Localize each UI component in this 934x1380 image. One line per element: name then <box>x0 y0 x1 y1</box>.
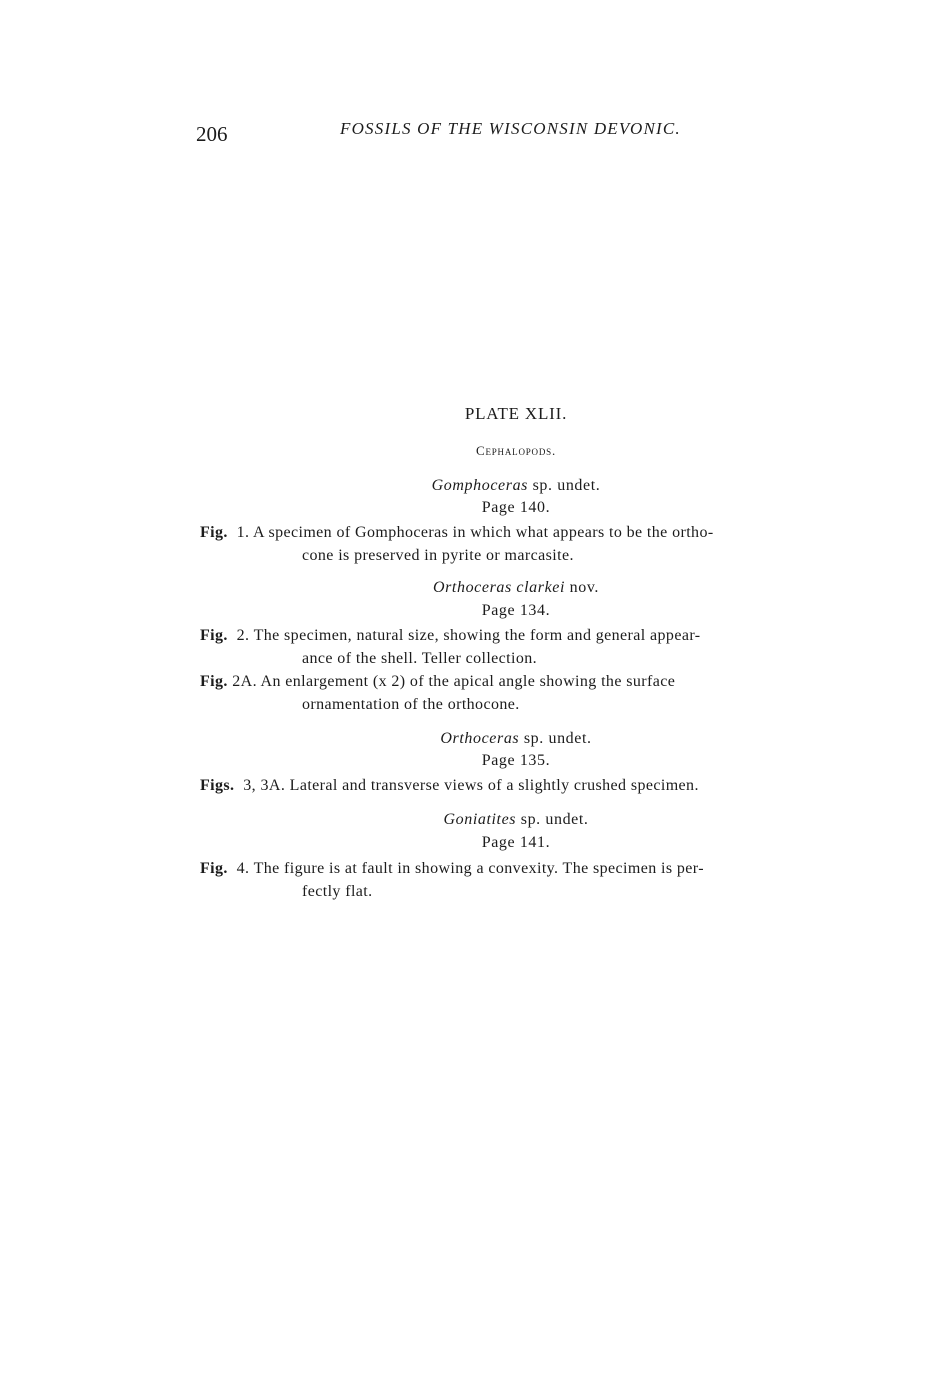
plate-title: PLATE XLII. <box>464 404 568 423</box>
species-heading <box>300 579 732 597</box>
species-suffix: sp. undet. <box>528 477 601 494</box>
figure-label: Fig. <box>200 627 228 644</box>
species-heading <box>300 477 732 495</box>
page-reference: Page 141. <box>481 834 551 851</box>
species-suffix: nov. <box>565 579 600 596</box>
running-title: FOSSILS OF THE WISCONSIN DEVONIC. <box>340 119 681 138</box>
figure-text-line1: A specimen of Gomphoceras in which what appears to be the ortho- <box>252 524 714 541</box>
figure-caption <box>200 624 850 670</box>
species-name: Orthoceras clarkei <box>432 579 566 596</box>
figure-text-line2: fectly flat. <box>302 883 373 900</box>
species-name: Goniatites <box>443 811 517 828</box>
page-number: 206 <box>196 122 228 146</box>
figure-text-line1: The specimen, natural size, showing the form and general appear- <box>253 627 701 644</box>
species-suffix: sp. undet. <box>516 811 589 828</box>
page-reference: Page 140. <box>481 499 551 516</box>
figure-number: 3, 3A. <box>243 777 286 794</box>
species-name: Orthoceras <box>440 730 520 747</box>
figure-caption <box>200 670 850 716</box>
figure-label: Fig. <box>200 524 228 541</box>
figure-number: 2. <box>236 627 250 644</box>
figure-text-line1: An enlargement (x 2) of the apical angle showing the surface <box>260 673 676 690</box>
species-heading <box>300 730 732 748</box>
figure-label: Fig. <box>200 673 228 690</box>
figure-text-line2: ance of the shell. Teller collection. <box>302 650 538 667</box>
figure-text-line2: cone is preserved in pyrite or marcasite. <box>302 547 574 564</box>
figure-label: Figs. <box>200 777 235 794</box>
figure-label: Fig. <box>200 860 228 877</box>
page-reference: Page 135. <box>481 752 551 769</box>
figure-caption <box>200 774 850 797</box>
species-suffix: sp. undet. <box>519 730 592 747</box>
figure-number: 4. <box>236 860 250 877</box>
page-reference: Page 134. <box>481 602 551 619</box>
figure-text-line2: ornamentation of the orthocone. <box>302 696 520 713</box>
species-name: Gomphoceras <box>431 477 528 494</box>
figure-caption <box>200 521 850 567</box>
figure-caption <box>200 857 850 903</box>
figure-text-line1: Lateral and transverse views of a slightly crushed specimen. <box>289 777 699 794</box>
plate-subtitle: Cephalopods. <box>475 443 557 458</box>
figure-number: 2A. <box>232 673 257 690</box>
species-heading <box>300 811 732 829</box>
figure-text-line1: The figure is at fault in showing a convexity. The specimen is per- <box>253 860 704 877</box>
figure-number: 1. <box>236 524 250 541</box>
